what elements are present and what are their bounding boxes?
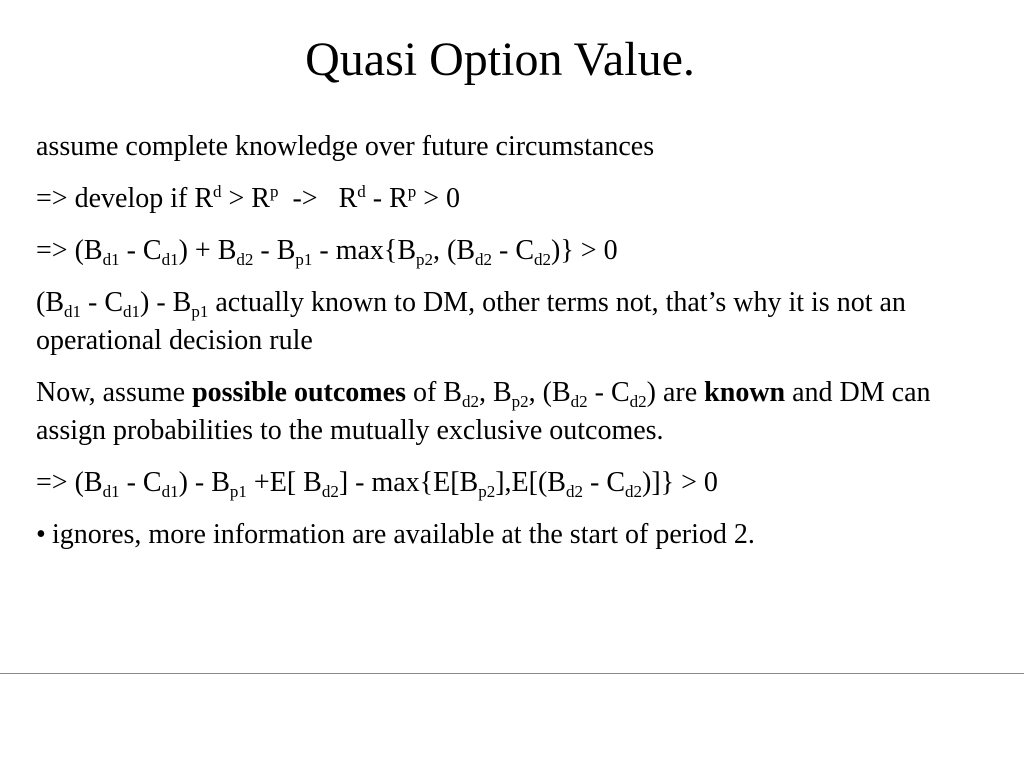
text-segment: > 0 (416, 183, 461, 214)
text-segment: of B (405, 377, 462, 408)
text-segment: => (B (36, 235, 103, 266)
subscript: p1 (191, 302, 209, 321)
text-segment: actually known to DM, other terms not, that’s why it is not an operational decision rule (36, 287, 906, 356)
subscript: d2 (321, 482, 339, 501)
bullet-text: ignores, more information are available at the start of period 2. (52, 519, 755, 550)
text-segment: - C (119, 467, 162, 498)
text-segment: => develop if R (36, 183, 213, 214)
text-segment: +E[ B (246, 467, 322, 498)
superscript: d (213, 182, 222, 201)
line-develop-rule (36, 180, 996, 218)
subscript: p1 (295, 250, 313, 269)
text-segment: - C (587, 377, 630, 408)
text-segment: )]} > 0 (642, 467, 718, 498)
text-segment: ] - max{E[B (338, 467, 479, 498)
text-segment: ) + B (178, 235, 237, 266)
line-assumption-text: assume complete knowledge over future circumstances (36, 131, 655, 162)
subscript: d1 (123, 302, 140, 321)
emphasis-text: possible outcomes (192, 377, 406, 408)
divider-line (0, 673, 1024, 674)
subscript: d2 (625, 482, 642, 501)
emphasis-text: known (704, 377, 786, 408)
text-segment: - C (492, 235, 535, 266)
text-segment: => (B (36, 467, 103, 498)
subscript: d2 (570, 392, 588, 411)
subscript: d1 (102, 250, 120, 269)
subscript: d2 (534, 250, 552, 269)
text-segment: ],E[(B (495, 467, 566, 498)
text-segment: - C (119, 235, 162, 266)
subscript: p2 (478, 482, 496, 501)
slide-title: Quasi Option Value. (305, 33, 695, 86)
subscript: p2 (416, 250, 434, 269)
bullet-icon: • (36, 519, 46, 550)
text-segment: - max{B (312, 235, 417, 266)
text-segment: ) - B (178, 467, 230, 498)
subscript: d1 (161, 250, 179, 269)
subscript: d1 (102, 482, 120, 501)
subscript: p2 (511, 392, 529, 411)
subscript: d1 (161, 482, 179, 501)
text-segment: - C (81, 287, 123, 318)
subscript: d2 (461, 392, 479, 411)
text-segment: > R (221, 183, 270, 214)
text-segment: Now, assume (36, 377, 193, 408)
line-inequality-1 (36, 232, 996, 270)
text-segment: ) - B (140, 287, 192, 318)
text-segment: , (B (528, 377, 571, 408)
text-segment: , (B (433, 235, 476, 266)
line-inequality-2 (36, 464, 996, 502)
text-segment: - B (253, 235, 296, 266)
text-segment: (B (36, 287, 64, 318)
line-assumption (36, 128, 996, 166)
text-segment: -> R (278, 183, 358, 214)
line-possible-outcomes (36, 374, 996, 450)
text-segment: - C (583, 467, 625, 498)
text-segment: ) are (646, 377, 705, 408)
subscript: d1 (64, 302, 81, 321)
superscript: p (407, 182, 417, 201)
text-segment: , B (478, 377, 512, 408)
subscript: d2 (236, 250, 254, 269)
subscript: d2 (629, 392, 647, 411)
text-segment: - R (365, 183, 408, 214)
subscript: d2 (475, 250, 493, 269)
subscript: d2 (566, 482, 583, 501)
subscript: p1 (229, 482, 247, 501)
bullet-item (36, 516, 996, 554)
slide-body (36, 128, 996, 568)
superscript: p (269, 182, 279, 201)
text-segment: )} > 0 (551, 235, 618, 266)
line-known-terms (36, 284, 996, 360)
superscript: d (357, 182, 366, 201)
text-segment: and DM can assign probabilities to the mutually exclusive outcomes. (36, 377, 931, 446)
